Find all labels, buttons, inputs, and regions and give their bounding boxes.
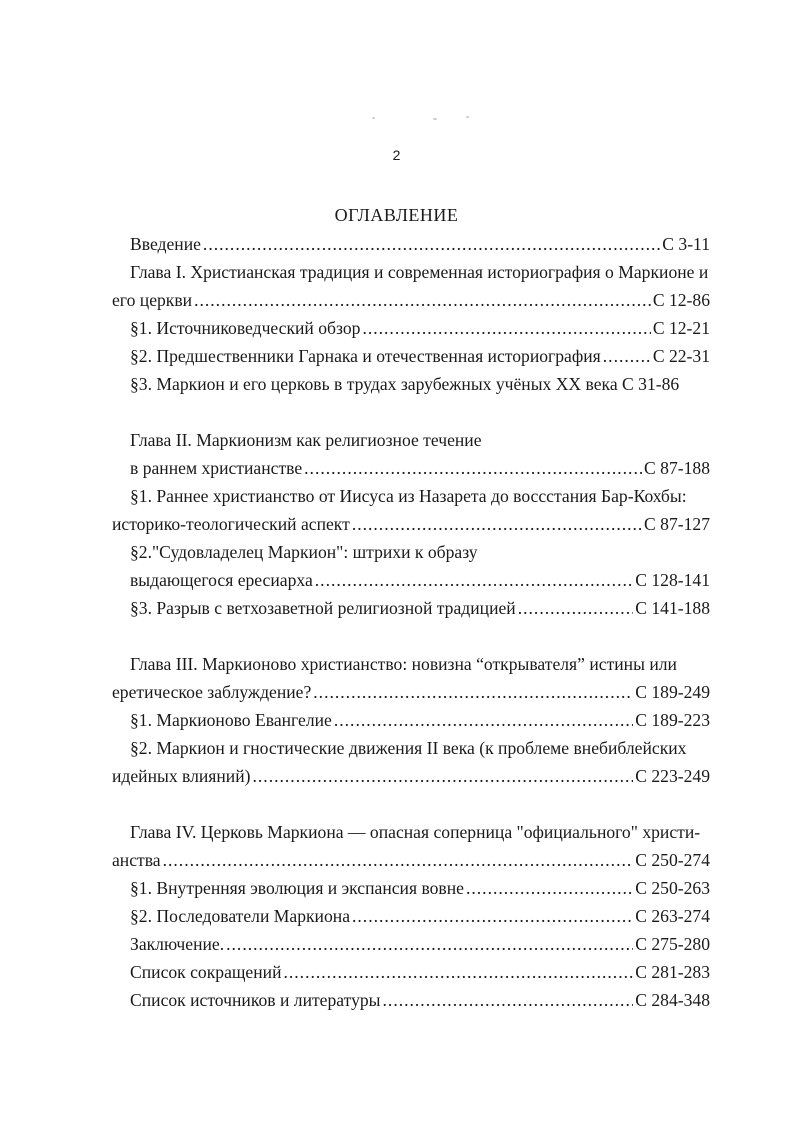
toc-chapter-3: [112, 679, 710, 705]
toc-bibliography: [130, 987, 710, 1013]
toc-entry-title: его церкви: [112, 290, 193, 310]
toc-entry-title: §3. Разрыв с ветхозаветной религиозной традицией: [130, 598, 516, 618]
toc-entry-title: §1. Внутренняя эволюция и экспансия вовне: [130, 878, 464, 898]
toc-entry-pages: С 275-280: [635, 934, 710, 954]
dot-leader: [362, 315, 650, 341]
dot-leader: [226, 931, 633, 957]
dot-leader: [163, 847, 634, 873]
toc-chapter-2-section-1-line1: §1. Раннее христианство от Иисуса из Назарета до воссстания Бар-Кохбы:: [130, 486, 687, 506]
toc-entry-pages: С 250-274: [635, 850, 710, 870]
toc-chapter-3-title-line1: Глава III. Маркионово христианство: новизна “открывателя” истины или: [130, 654, 677, 674]
dot-leader: [253, 763, 634, 789]
toc-entry-pages: С 12-86: [652, 290, 710, 310]
toc-entry-title: Список источников и литературы: [130, 990, 381, 1010]
toc-entry-title: анства: [112, 850, 161, 870]
toc-entry-pages: С 12-21: [652, 318, 710, 338]
toc-chapter-1: [112, 287, 710, 313]
dot-leader: [194, 287, 651, 313]
toc-entry-pages: С 281-283: [635, 962, 710, 982]
toc-chapter-2: [130, 455, 710, 481]
toc-entry-title: Заключение.: [130, 934, 225, 954]
toc-entry-title: историко-теологический аспект: [112, 514, 350, 534]
page-number: 2: [392, 147, 401, 163]
toc-entry-pages: С 223-249: [635, 766, 710, 786]
dot-leader: [315, 567, 633, 593]
scan-speck: [466, 116, 469, 118]
toc-entry-pages: С 87-127: [644, 514, 710, 534]
dot-leader: [203, 231, 660, 257]
toc-entry-pages: С 87-188: [644, 458, 710, 478]
toc-entry-title: в раннем христианстве: [130, 458, 303, 478]
toc-chapter-2-section-2-line1: §2."Судовладелец Маркион": штрихи к образу: [130, 542, 478, 562]
dot-leader: [313, 679, 633, 705]
dot-leader: [603, 343, 651, 369]
toc-chapter-1-section-3: §3. Маркион и его церковь в трудах зарубежных учёных XX века С 31-86: [130, 374, 680, 394]
toc-chapter-4-section-1: [130, 875, 710, 901]
toc-entry-title: еретическое заблуждение?: [112, 682, 312, 702]
toc-conclusion: [130, 931, 710, 957]
toc-entry-pages: С 141-188: [635, 598, 710, 618]
toc-chapter-2-section-1: [112, 511, 710, 537]
toc-entry-introduction: [130, 231, 710, 257]
toc-entry-pages: С 189-223: [635, 710, 710, 730]
toc-entry-title: Список сокращений: [130, 962, 282, 982]
toc-entry-pages: С 22-31: [652, 346, 710, 366]
toc-chapter-1-title-line1: Глава I. Христианская традиция и современная историография о Маркионе и: [130, 262, 709, 282]
toc-chapter-3-section-2-line1: §2. Маркион и гностические движения II века (к проблеме внебиблейских: [130, 738, 687, 758]
toc-entry-pages: С 189-249: [635, 682, 710, 702]
dot-leader: [352, 511, 642, 537]
toc-chapter-1-section-1: [130, 315, 710, 341]
toc-chapter-2-section-3: [130, 595, 710, 621]
toc-chapter-2-title-line1: Глава II. Маркионизм как религиозное течение: [130, 430, 482, 450]
dot-leader: [466, 875, 633, 901]
toc-entry-pages: С 3-11: [662, 234, 710, 254]
dot-leader: [352, 903, 633, 929]
toc-entry-pages: С 250-263: [635, 878, 710, 898]
toc-entry-title: идейных влияний): [112, 766, 251, 786]
toc-chapter-3-section-2: [112, 763, 710, 789]
toc-entry-title: §2. Последователи Маркиона: [130, 906, 350, 926]
toc-chapter-4-title-line1: Глава IV. Церковь Маркиона — опасная соперница "официального" христи-: [130, 822, 701, 842]
toc-abbreviations: [130, 959, 710, 985]
toc-chapter-4: [112, 847, 710, 873]
toc-chapter-2-section-2: [130, 567, 710, 593]
toc-entry-title: Введение: [130, 234, 201, 254]
toc-chapter-4-section-2: [130, 903, 710, 929]
scan-speck: [433, 118, 437, 120]
scan-speck: [372, 117, 375, 119]
toc-entry-title: выдающегося ересиарха: [130, 570, 313, 590]
toc-chapter-1-section-2: [130, 343, 710, 369]
dot-leader: [283, 959, 633, 985]
toc-entry-title: §1. Источниковедческий обзор: [130, 318, 361, 338]
toc-entry-title: §2. Предшественники Гарнака и отечественная историография: [130, 346, 601, 366]
toc-entry-pages: С 284-348: [635, 990, 710, 1010]
toc-entry-pages: С 128-141: [635, 570, 710, 590]
dot-leader: [304, 455, 642, 481]
toc-entry-pages: С 263-274: [635, 906, 710, 926]
toc-chapter-3-section-1: [130, 707, 710, 733]
dot-leader: [334, 707, 633, 733]
dot-leader: [518, 595, 634, 621]
toc-entry-title: §1. Маркионово Евангелие: [130, 710, 332, 730]
page-title: ОГЛАВЛЕНИЕ: [334, 205, 459, 225]
dot-leader: [383, 987, 634, 1013]
